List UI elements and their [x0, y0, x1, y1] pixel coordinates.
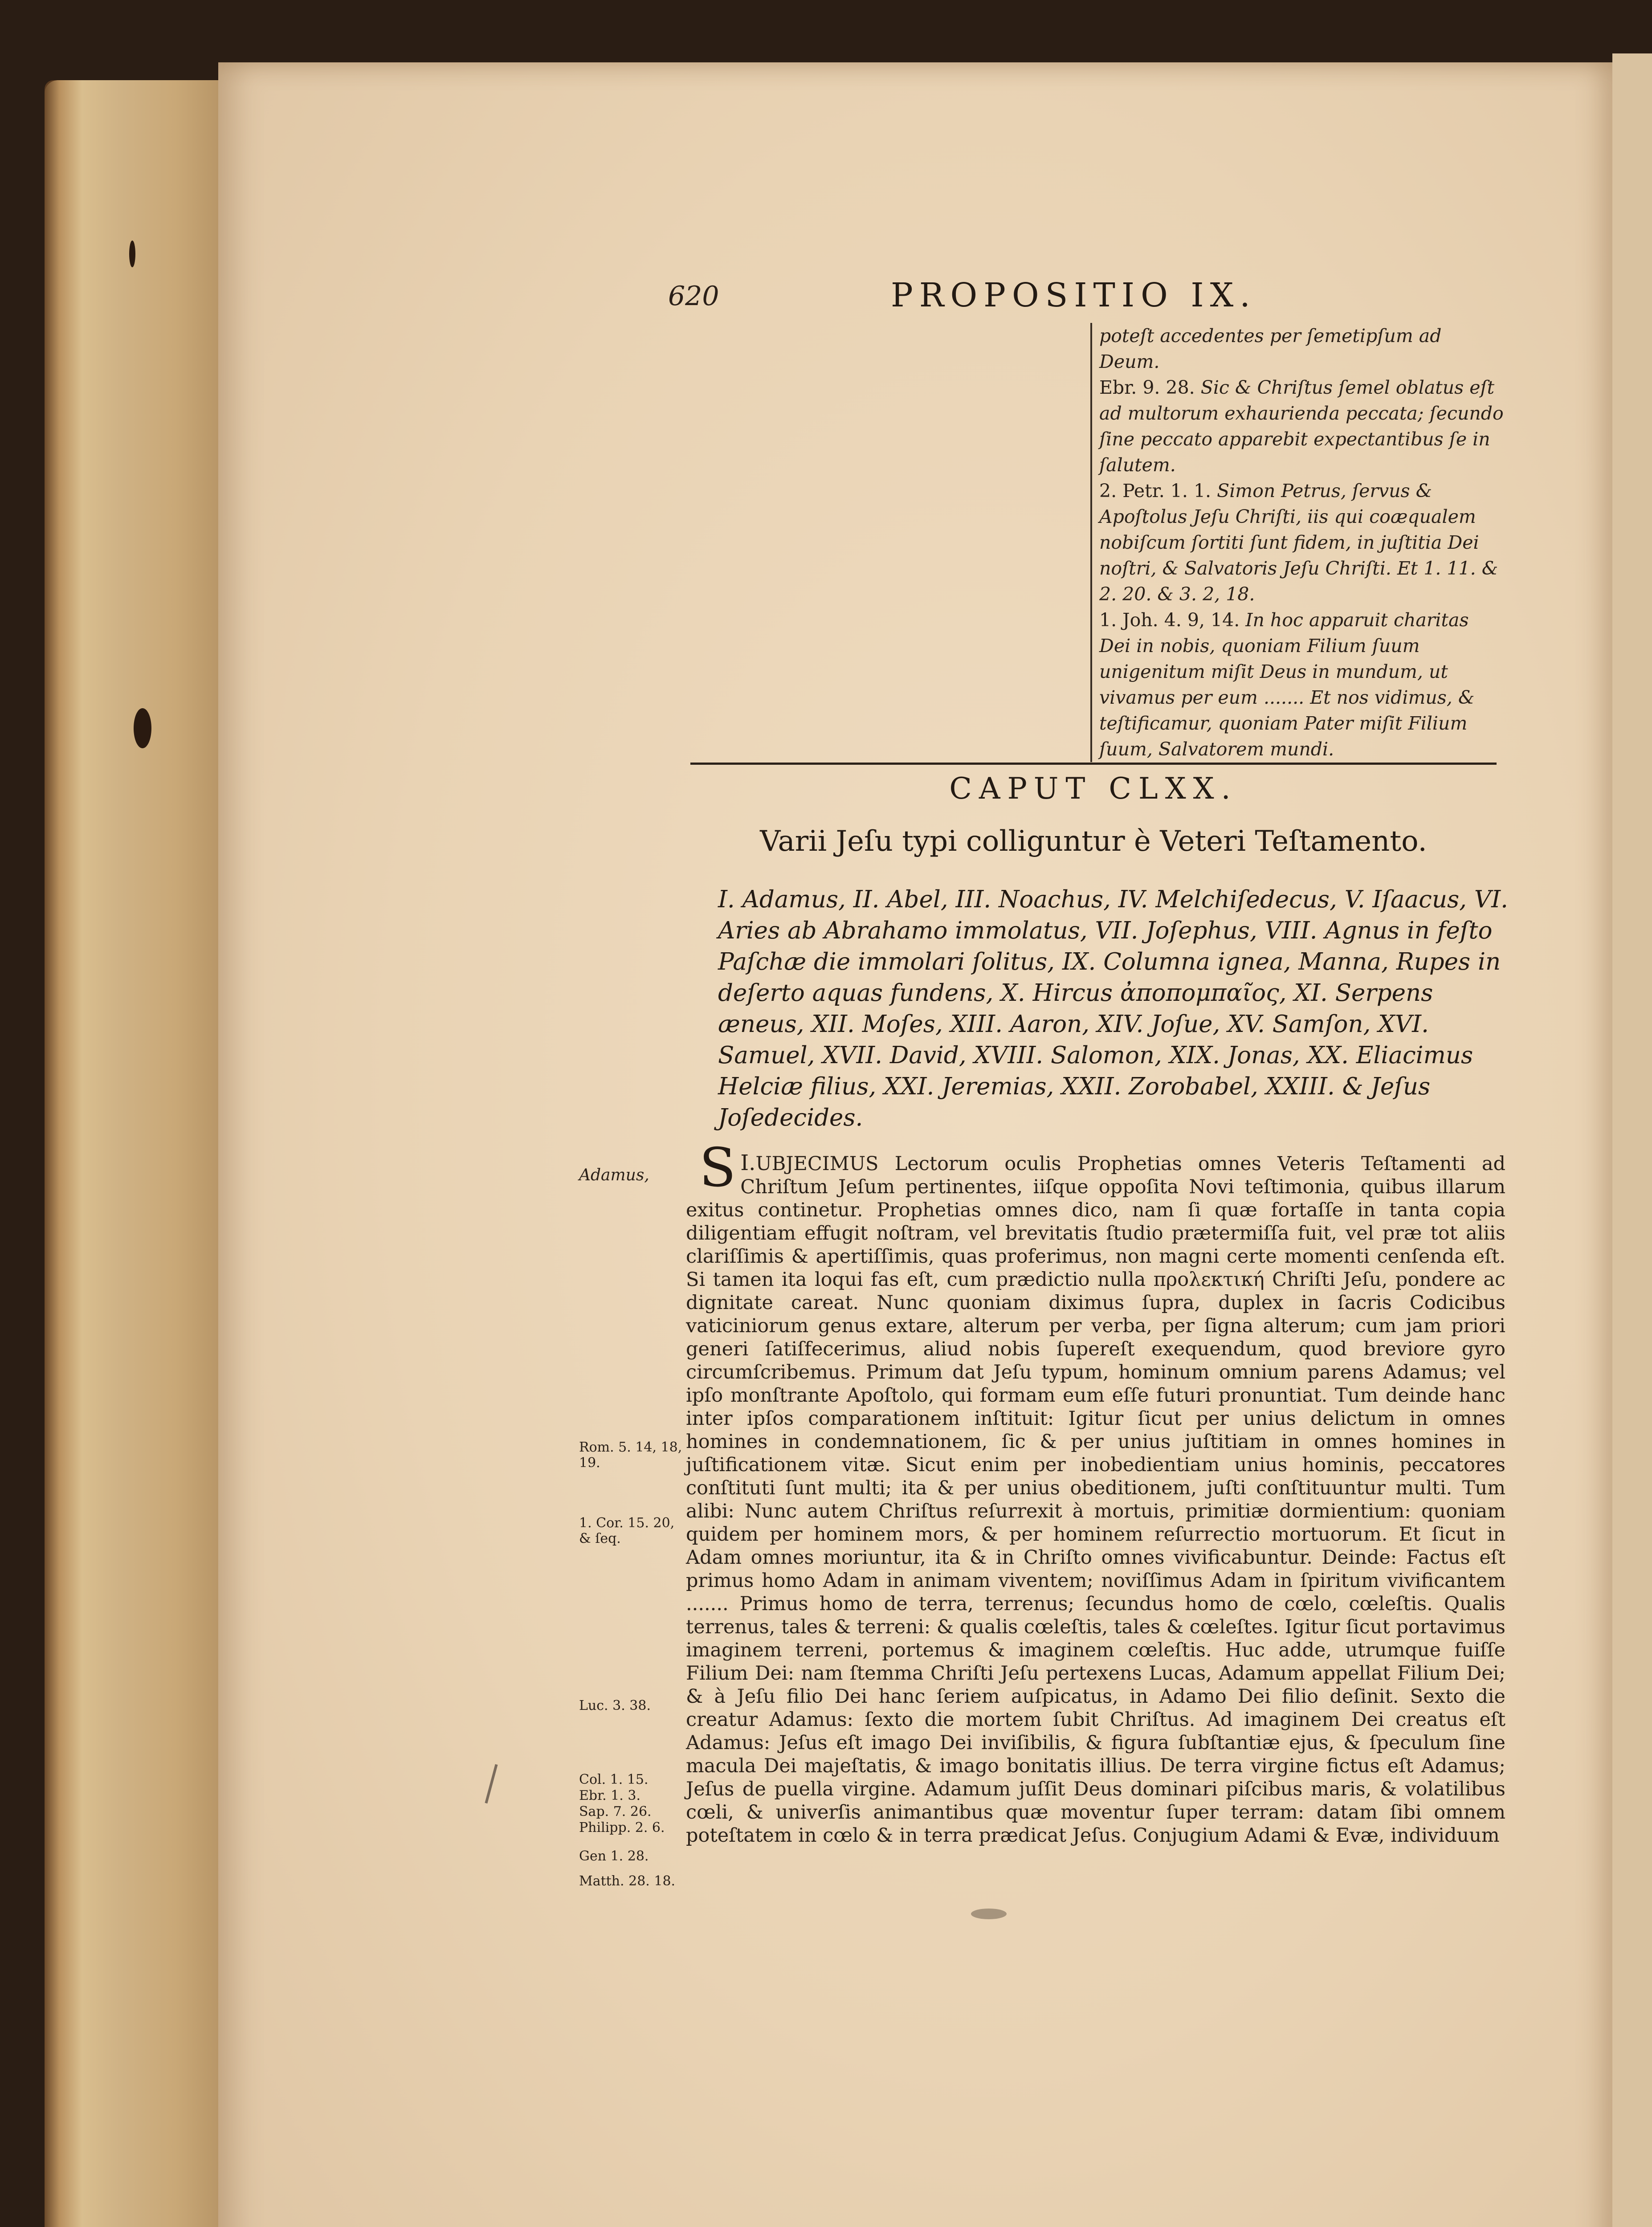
chapter-title: CAPUT CLXX.: [949, 771, 1238, 806]
chapter-summary: I. Adamus, II. Abel, III. Noachus, IV. Melchiſedecus, V. Iſaacus, VI. Aries ab Abrahamo immolatus, VII. Joſephus, VIII. Agnus in feſto Paſchæ die immolari ſolitus, IX. Columna ignea, Manna, Rupes in deſerto aquas fundens, X. Hircus ἀποπομπαῖος, XI. Serpens æneus, XII. Moſes, XIII. Aaron, XIV. Joſue, XV. Samſon, XVI. Samuel, XVII. David, XVIII. Salomon, XIX. Jonas, XX. Eliacimus Helciæ filius, XXI. Jeremias, XXII. Zorobabel, XXIII. & Jeſus Joſedecides.: [718, 886, 1508, 1131]
section-rule: [690, 763, 1497, 765]
ink-stain: [134, 708, 151, 748]
margin-note-rom: Rom. 5. 14, 18, 19.: [579, 1440, 682, 1471]
margin-note-col: Col. 1. 15.: [579, 1772, 649, 1787]
margin-note-phil: Philipp. 2. 6.: [579, 1820, 665, 1835]
drop-cap: S: [699, 1137, 736, 1199]
margin-note-sap: Sap. 7. 26.: [579, 1804, 652, 1819]
page-header: [668, 276, 1514, 316]
continuation-line: poteſt accedentes per ſemetipſum ad Deum.: [1099, 325, 1442, 372]
ink-stain: [129, 241, 135, 267]
chapter-subtitle: Varii Jeſu typi colliguntur è Veteri Teſtamento.: [760, 825, 1427, 858]
continuation-entry: 1. Joh. 4. 9, 14. In hoc apparuit charitas Dei in nobis, quoniam Filium ſuum unigenitum miſit Deus in mundum, ut vivamus per eum ....... Et nos vidimus, & teſtificamur, quoniam Pater miſit Filium ſuum, Salvatorem mundi.: [1099, 609, 1475, 760]
continuation-entry: Ebr. 9. 28. Sic & Chriſtus ſemel oblatus eſt ad multorum exhaurienda peccata; ſecundo ſine peccato apparebit expectantibus ſe in ſalutem.: [1099, 377, 1504, 476]
scripture-ref: Ebr. 9. 28.: [1099, 377, 1195, 398]
body-paragraph: [686, 1137, 1505, 1847]
margin-note-ebr: Ebr. 1. 3.: [579, 1788, 641, 1803]
continuation-entry: 2. Petr. 1. 1. Simon Petrus, ſervus & Apoſtolus Jeſu Chriſti, iis qui coæqualem nobiſcum ſortiti ſunt fidem, in juſtitia Dei noſtri, & Salvatoris Jeſu Chriſti. Et 1. 11. & 2. 20. & 3. 2, 18.: [1099, 480, 1498, 605]
body-text: UBJECIMUS Lectorum oculis Prophetias omnes Veteris Teſtamenti ad Chriſtum Jeſum pertinentes, iiſque oppoſita Novi teſtimonia, quibus illarum exitus continetur. Prophetias omnes dico, nam ſi quæ fortaſſe in tanta copia diligentiam effugit noſtram, vel brevitatis ſtudio prætermiſſa fuit, vel præ tot aliis clariſſimis & apertiſſimis, quas proferimus, non magni certe momenti cenſenda eſt. Si tamen ita loqui fas eſt, cum prædictio nulla προλεκτική Chriſti Jeſu, pondere ac dignitate careat. Nunc quoniam diximus ſupra, duplex in ſacris Codicibus vaticiniorum genus extare, alterum per verba, per ſigna alterum; cum jam priori generi ſatiſfecerimus, aliud nobis ſupereſt exequendum, quod breviore gyro circumſcribemus. Primum dat Jeſu typum, hominum omnium parens Adamus; vel ipſo monſtrante Apoſtolo, qui formam eum eſſe futuri pronuntiat. Tum deinde hanc inter ipſos comparationem inſtituit: Igitur ſicut per unius delictum in omnes homines in condemnationem, ſic & per unius juſtitiam in omnes homines in juſtificationem vitæ. Sicut enim per inobedientiam unius hominis, peccatores conſtituti ſunt multi; ita & per unius obeditionem, juſti conſtituuntur multi. Tum alibi: Nunc autem Chriſtus reſurrexit à mortuis, primitiæ dormientium: quoniam quidem per hominem mors, & per hominem reſurrectio mortuorum. Et ſicut in Adam omnes moriuntur, ita & in Chriſto omnes vivificabuntur. Deinde: Factus eſt primus homo Adam in animam viventem; noviſſimus Adam in ſpiritum vivificantem ....... Primus homo de terra, terrenus; ſecundus homo de cœlo, cœleſtis. Qualis terrenus, tales & terreni: & qualis cœleſtis, tales & cœleſtes. Igitur ſicut portavimus imaginem terreni, portemus & imaginem cœleſtis. Huc adde, utrumque fuiſſe Filium Dei: nam ſtemma Chriſti Jeſu pertexens Lucas, Adamum appellat Filium Dei; & à Jeſu filio Dei hanc ſeriem auſpicatus, in Adamo Dei filio deſinit. Sexto die creatur Adamus: ſexto die mortem ſubit Chriſtus. Ad imaginem Dei creatus eſt Adamus: Jeſus eſt imago Dei inviſibilis, & figura ſubſtantiæ ejus, & ſpeculum ſine macula Dei majeſtatis, & imago bonitatis illius. De terra virgine fictus eſt Adamus; Jeſus de puella virgine. Adamum juſſit Deus dominari piſcibus maris, & volatilibus cœli, & univerſis animantibus quæ moventur ſuper terram: datam ſibi omnem poteſtatem in cœlo & in terra prædicat Jeſus. Conjugium Adami & Evæ, individuum: [686, 1153, 1505, 1847]
section-numeral: I.: [740, 1150, 756, 1175]
scripture-ref: 1. Joh. 4. 9, 14.: [1099, 609, 1240, 631]
margin-note-gen: Gen 1. 28.: [579, 1848, 649, 1864]
scripture-ref: 2. Petr. 1. 1.: [1099, 480, 1211, 502]
page-block-edge: [45, 80, 232, 2227]
ink-smudge: [971, 1909, 1007, 1919]
page-title: PROPOSITIO IX.: [891, 276, 1256, 314]
facing-page-edge: [1612, 53, 1652, 2227]
continuation-column: [1090, 323, 1505, 762]
margin-note-matth: Matth. 28. 18.: [579, 1873, 676, 1889]
margin-note-luc: Luc. 3. 38.: [579, 1698, 651, 1713]
margin-note-cor: 1. Cor. 15. 20, & ſeq.: [579, 1515, 675, 1546]
page-number: 620: [668, 281, 719, 312]
margin-note-adamus: Adamus,: [579, 1166, 649, 1184]
